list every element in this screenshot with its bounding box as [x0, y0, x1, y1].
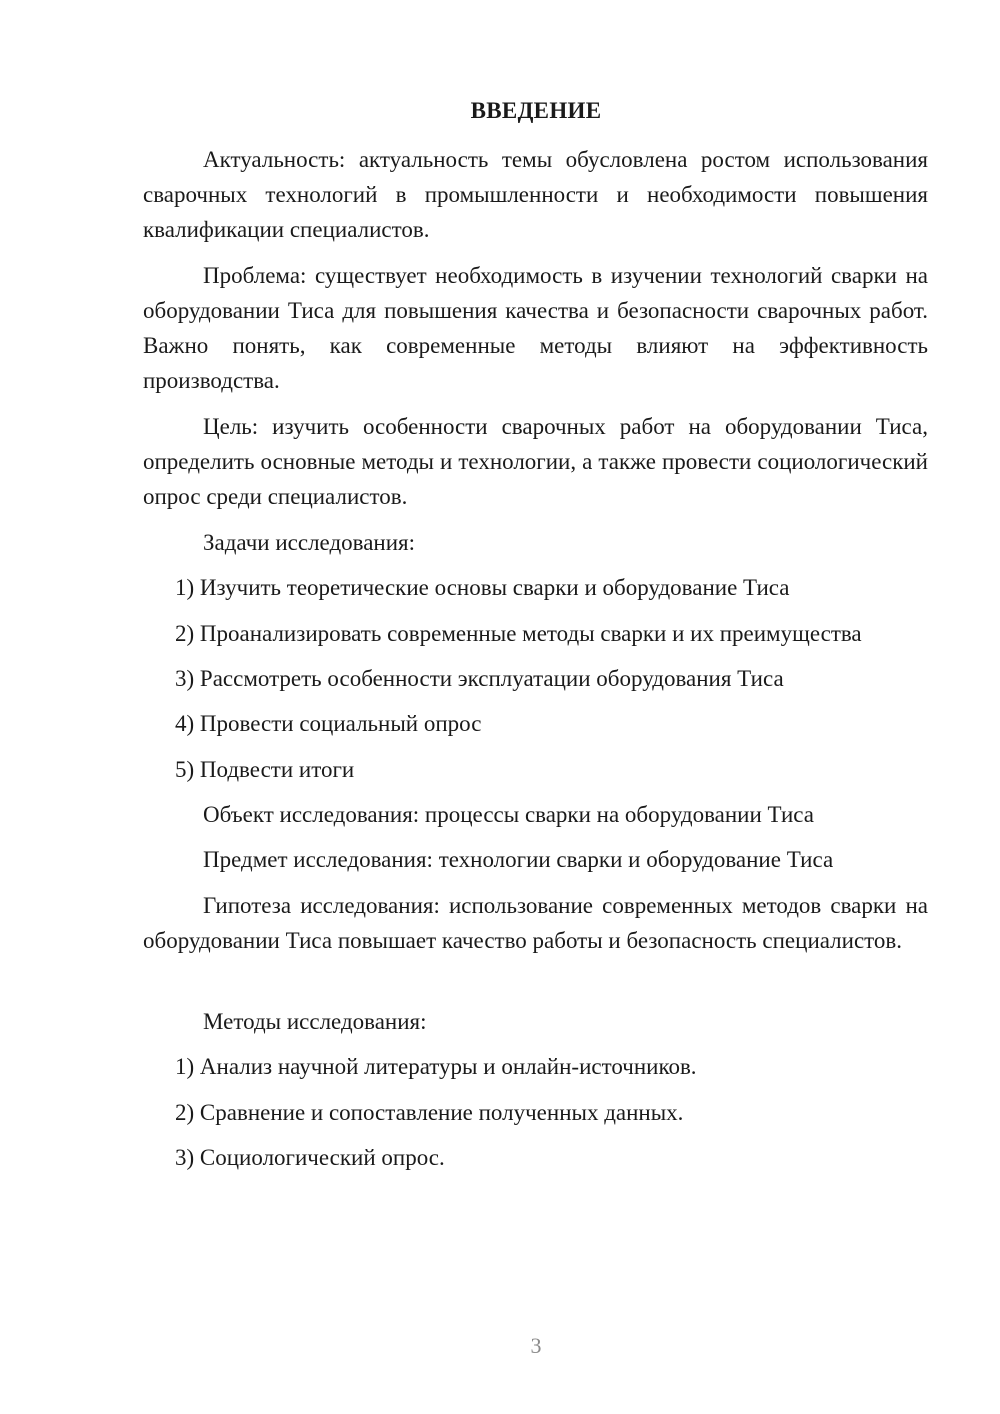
task-item-2: 2) Проанализировать современные методы сварки и их преимущества [175, 621, 862, 646]
methods-heading: Методы исследования: [203, 1009, 427, 1034]
subject-paragraph: Предмет исследования: технологии сварки и оборудование Тиса [203, 847, 834, 872]
method-item-1: 1) Анализ научной литературы и онлайн-источников. [175, 1054, 697, 1079]
task-item-1: 1) Изучить теоретические основы сварки и оборудование Тиса [175, 575, 790, 600]
tasks-heading: Задачи исследования: [203, 530, 416, 555]
page-number: 3 [530, 1333, 542, 1358]
hypothesis-paragraph: Гипотеза исследования: использование современных методов сварки на оборудовании Тиса повышает качество работы и безопасность специалистов. [143, 893, 928, 953]
task-item-3: 3) Рассмотреть особенности эксплуатации оборудования Тиса [175, 666, 784, 691]
object-paragraph: Объект исследования: процессы сварки на оборудовании Тиса [203, 802, 814, 827]
problem-paragraph: Проблема: существует необходимость в изучении технологий сварки на оборудовании Тиса для повышения качества и безопасности сварочных работ. Важно понять, как современные методы влияют на эффективность производства. [143, 263, 928, 393]
relevance-paragraph: Актуальность: актуальность темы обусловлена ростом использования сварочных технологий в промышленности и необходимости повышения квалификации специалистов. [143, 147, 928, 242]
method-item-2: 2) Сравнение и сопоставление полученных данных. [175, 1100, 684, 1125]
goal-paragraph: Цель: изучить особенности сварочных работ на оборудовании Тиса, определить основные методы и технологии, а также провести социологический опрос среди специалистов. [143, 414, 928, 509]
method-item-3: 3) Социологический опрос. [175, 1145, 445, 1170]
task-item-4: 4) Провести социальный опрос [175, 711, 482, 736]
task-item-5: 5) Подвести итоги [175, 757, 355, 782]
section-title: ВВЕДЕНИЕ [470, 98, 602, 123]
